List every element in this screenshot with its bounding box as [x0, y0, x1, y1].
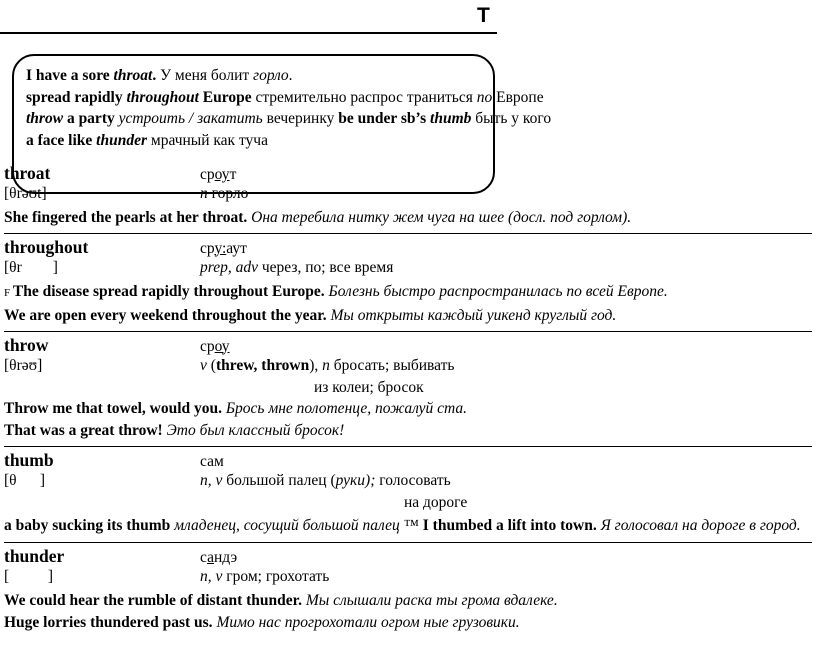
- entry-phonetic-line: [4, 568, 812, 589]
- entry-head-line: [4, 163, 812, 184]
- pronunciation-ru: сам: [200, 452, 224, 470]
- usage-line: spread rapidly throughout Europe стремительно распрос траниться по Европе: [26, 88, 544, 106]
- entry-divider: [4, 446, 812, 447]
- usage-line: a face like thunder мрачный как туча: [26, 131, 268, 149]
- pos-and-translation: n, v гром; грохотать: [200, 567, 330, 585]
- example-sentence: a baby sucking its thumb младенец, сосущий большой палец ™ I thumbed a lift into town. Я голосовал на дороге в город.: [4, 516, 801, 534]
- pronunciation-ru: сандэ: [200, 548, 238, 566]
- example-sentence: F The disease spread rapidly throughout Europe. Болезнь быстро распространилась по всей Европе.: [4, 282, 668, 300]
- headword: throat: [4, 163, 51, 183]
- example-sentence: We are open every weekend throughout the year. Мы открыты каждый уикенд круглый год.: [4, 307, 617, 324]
- headword: thumb: [4, 449, 54, 470]
- example-sentence: We could hear the rumble of distant thunder. Мы слышали раска ты грома вдалеке.: [4, 591, 558, 609]
- pos-and-translation: n горло: [200, 185, 249, 202]
- usage-line: I have a sore throat. У меня болит горло.: [26, 67, 293, 84]
- headword: throughout: [4, 236, 89, 257]
- entry-phonetic-line: [4, 472, 812, 493]
- pos-and-translation: v (threw, thrown), n бросать; выбивать: [200, 356, 455, 374]
- phonetic-transcription: [θ ]: [4, 471, 45, 489]
- example-sentence: Throw me that towel, would you. Брось мне полотенце, пожалуй ста.: [4, 399, 468, 417]
- entry-phonetic-line: [4, 185, 812, 206]
- entry-thumb: [4, 450, 812, 543]
- entry-throw: [4, 335, 812, 447]
- entry-head-line: [4, 546, 812, 567]
- entry-phonetic-line: [4, 357, 812, 378]
- pronunciation-ru: сроут: [200, 166, 237, 183]
- entry-divider: [4, 233, 812, 234]
- entry-divider: [4, 331, 812, 332]
- example-sentence: Huge lorries thundered past us. Мимо нас прогрохотали огром ные грузовики.: [4, 614, 520, 631]
- entry-head-line: [4, 450, 812, 471]
- section-letter: T: [477, 4, 490, 27]
- pos-and-translation: n, v большой палец (руки); голосовать: [200, 471, 451, 489]
- headword: throw: [4, 334, 49, 355]
- entry-phonetic-line: [4, 259, 812, 280]
- entries-list: [0, 160, 816, 635]
- pos-and-translation: prep, adv через, по; все время: [200, 258, 394, 276]
- translation-continuation: из колеи; бросок: [314, 378, 424, 396]
- pronunciation-ru: сроу: [200, 337, 230, 355]
- example-sentence: That was a great throw! Это был классный бросок!: [4, 422, 345, 439]
- example-sentence: She fingered the pearls at her throat. Она теребила нитку жем чуга на шее (досл. под горлом).: [4, 209, 632, 226]
- entry-throat: [4, 163, 812, 234]
- entry-head-line: [4, 237, 812, 258]
- phonetic-transcription: [θrəʊt]: [4, 185, 47, 202]
- translation-continuation: на дороге: [404, 493, 468, 511]
- headword: thunder: [4, 545, 65, 566]
- entry-thunder: [4, 546, 812, 634]
- entry-divider: [4, 542, 812, 543]
- entry-head-line: [4, 335, 812, 356]
- top-rule: [0, 32, 497, 34]
- usage-line: throw a party устроить / закатить вечеринку be under sb’s thumb быть у кого: [26, 110, 552, 127]
- phonetic-transcription: [ ]: [4, 567, 54, 585]
- phonetic-transcription: [θr ]: [4, 258, 58, 276]
- phonetic-transcription: [θrəʊ]: [4, 356, 43, 374]
- pronunciation-ru: сру:аут: [200, 239, 247, 257]
- entry-throughout: [4, 237, 812, 332]
